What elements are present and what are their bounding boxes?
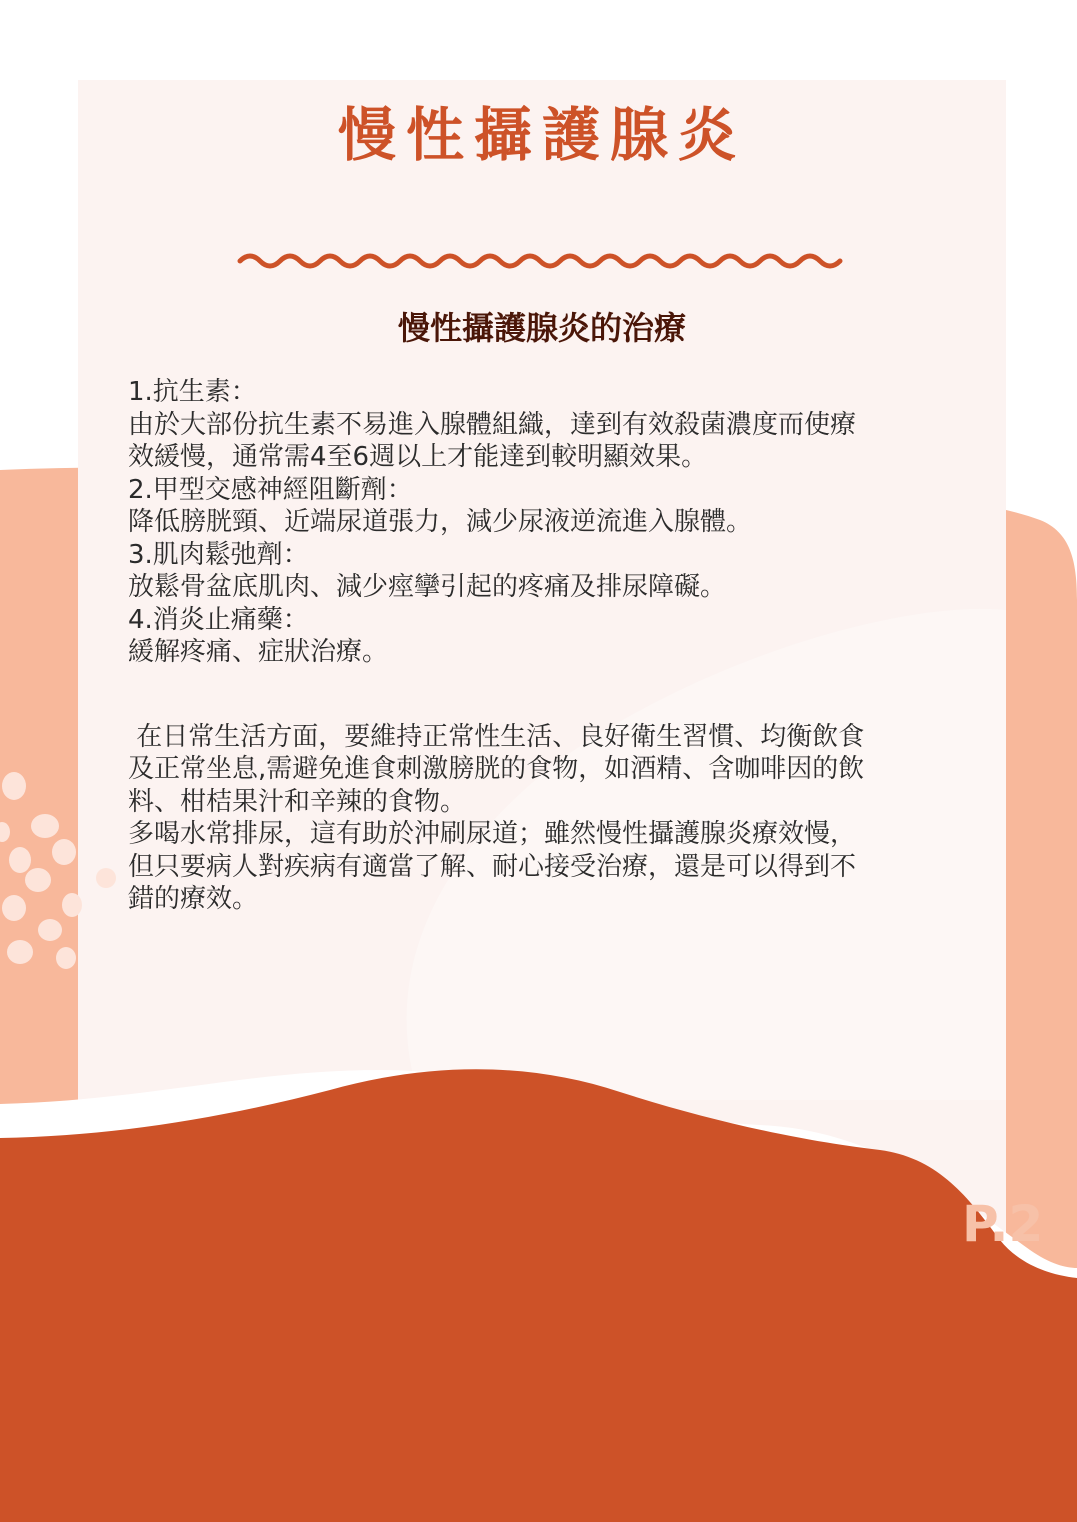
treatment-item-anti-inflammatory — [128, 604, 968, 669]
treatment-item-alpha-blocker — [128, 474, 968, 539]
advice-line: 多喝水常排尿，這有助於沖刷尿道；雖然慢性攝護腺炎療效慢， — [128, 819, 857, 849]
page-number: P.2 — [962, 1195, 1044, 1253]
treatment-text-line: 緩解疼痛、症狀治療。 — [128, 637, 389, 667]
paragraph-gap — [128, 669, 968, 721]
advice-line: 在日常生活方面，要維持正常性生活、良好衛生習慣、均衡飲食 — [128, 721, 865, 752]
section-subtitle: 慢性攝護腺炎的治療 — [397, 309, 686, 347]
treatment-text-line: 效緩慢，通常需4至6週以上才能達到較明顯效果。 — [128, 442, 708, 472]
document-title: 慢性攝護腺炎 — [337, 101, 746, 169]
wavy-divider — [236, 248, 852, 274]
treatment-item-muscle-relaxant — [128, 539, 968, 604]
treatment-heading: 2.甲型交感神經阻斷劑： — [128, 474, 413, 505]
advice-line: 但只要病人對疾病有適當了解、耐心接受治療，還是可以得到不 — [128, 851, 857, 882]
advice-line: 錯的療效。 — [128, 884, 259, 914]
body-text — [128, 376, 968, 916]
treatment-item-antibiotics — [128, 376, 968, 474]
treatment-heading: 3.肌肉鬆弛劑： — [128, 539, 309, 570]
treatment-text-line: 由於大部份抗生素不易進入腺體組織，達到有效殺菌濃度而使療 — [128, 409, 857, 440]
treatment-list — [128, 376, 968, 669]
treatment-heading: 4.消炎止痛藥： — [128, 604, 309, 635]
advice-line: 料、柑桔果汁和辛辣的食物。 — [128, 786, 467, 817]
treatment-text-line: 放鬆骨盆底肌肉、減少痙攣引起的疼痛及排尿障礙。 — [128, 572, 727, 602]
advice-line: 及正常坐息,需避免進食刺激膀胱的食物，如酒精、含咖啡因的飲 — [128, 754, 865, 784]
treatment-heading: 1.抗生素： — [128, 377, 257, 407]
lifestyle-advice — [128, 721, 968, 916]
treatment-text-line: 降低膀胱頸、近端尿道張力，減少尿液逆流進入腺體。 — [128, 507, 753, 537]
